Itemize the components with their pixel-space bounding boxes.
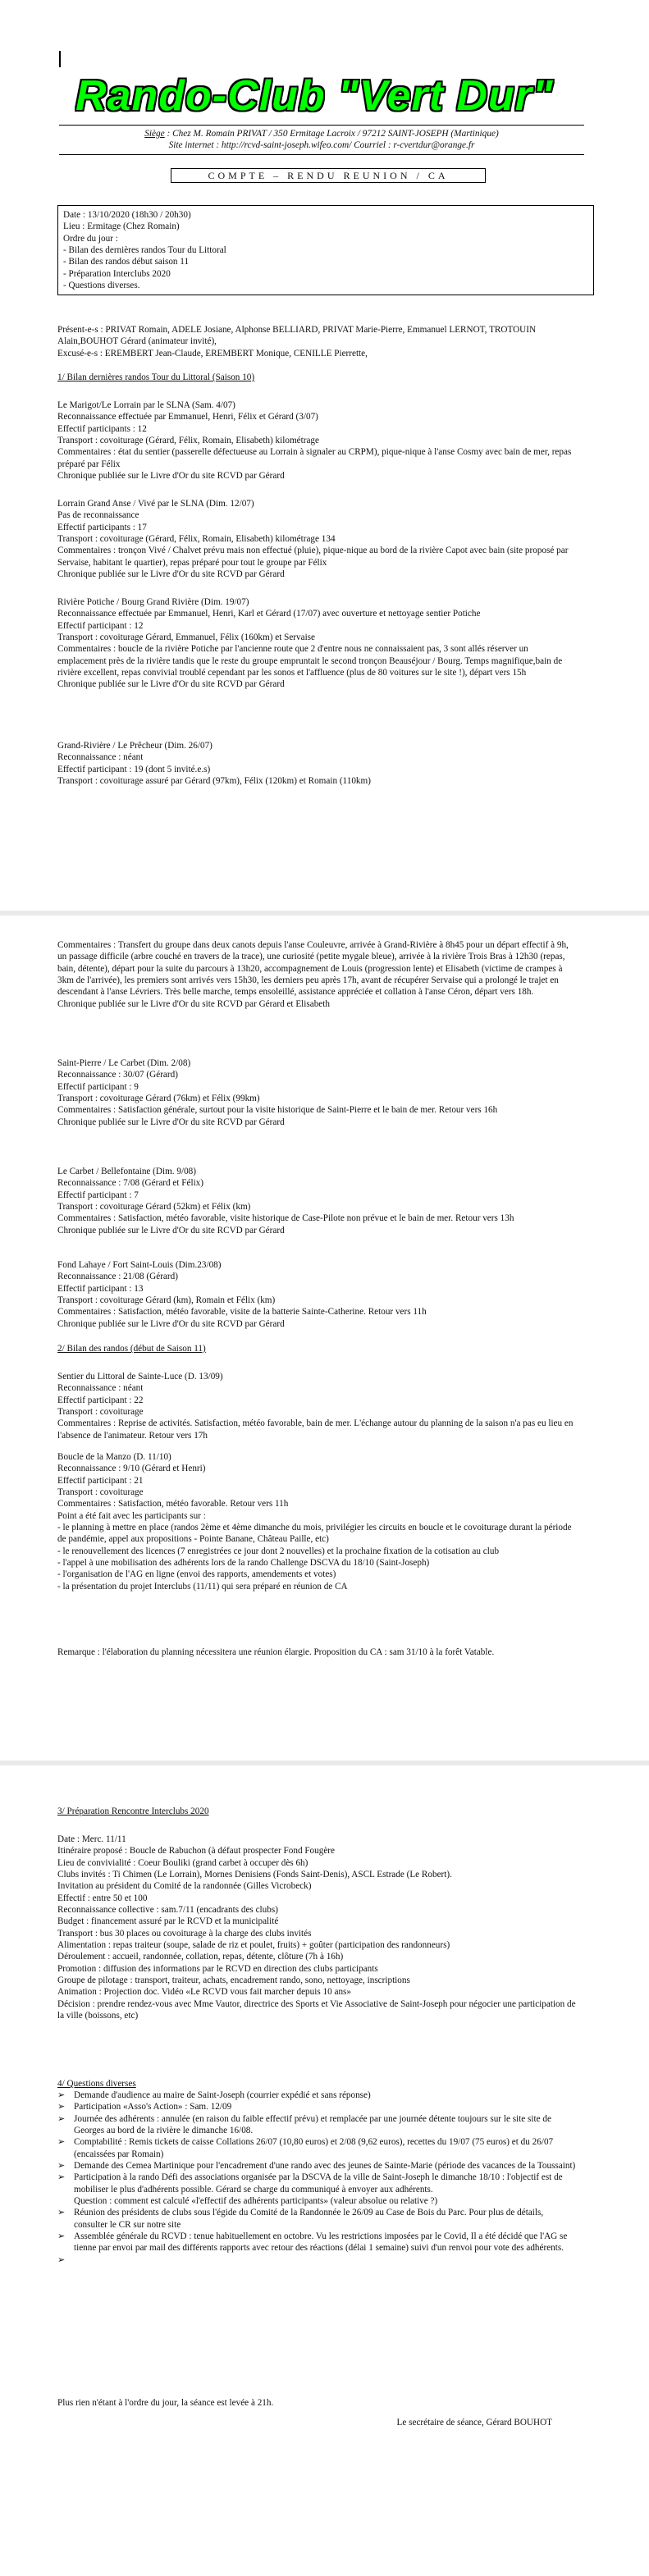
rando-sainte-luce: Sentier du Littoral de Sainte-Luce (D. 13/09) Reconnaissance : néant Effectif participant : 22 Transport : covoiturage Commentaires : Reprise de activités. Satisfaction, météo favorable, bain de mer. L'échange autour du planning de la saison n'a pas eu lieu en l'absence de l'animateur. Retour vers 17h: [57, 1372, 574, 1441]
page-3: [0, 1765, 649, 2576]
arrow-bullet-icon: ➢: [57, 2137, 66, 2148]
arrow-bullet-icon: ➢: [57, 2113, 66, 2124]
arrow-bullet-icon: ➢: [57, 2102, 66, 2112]
closing-line: Plus rien n'étant à l'ordre du jour, la séance est levée à 21h.: [57, 2398, 274, 2408]
arrow-bullet-icon: ➢: [57, 2254, 66, 2265]
remark: Remarque : l'élaboration du planning nécessitera une réunion élargie. Proposition du CA : sam 31/10 à la forêt Vatable.: [57, 1647, 495, 1657]
siege-value: : Chez M. Romain PRIVAT / 350 Ermitage Lacroix / 97212 SAINT-JOSEPH (Martinique): [164, 129, 499, 139]
rando-carbet: Le Carbet / Bellefontaine (Dim. 9/08) Reconnaissance : 7/08 (Gérard et Félix) Effectif participant : 7 Transport : covoiturage Gérard (52km) et Félix (km) Commentaires : Satisfaction, météo favorable, visite historique de Case-Pilote non prévue et le bain de mer. Retour vers 13h Chronique publiée sur le Livre d'Or du site RCVD par Gérard: [57, 1167, 514, 1235]
section-1-title: 1/ Bilan dernières randos Tour du Littoral (Saison 10): [57, 372, 255, 382]
list-item: ➢ Journée des adhérents : annulée (en raison du faible effectif prévu) et remplacée par une journée détente toujours sur le site site de Georges au bord de la rivière le dimanche 16/08.: [57, 2113, 551, 2135]
rando-fond-lahaye: Fond Lahaye / Fort Saint-Louis (Dim.23/08) Reconnaissance : 21/08 (Gérard) Effectif participant : 13 Transport : covoiturage Gérard (km), Romain et Félix (km) Commentaires : Satisfaction, météo favorable, visite de la batterie Sainte-Catherine. Retour vers 11h Chronique publiée sur le Livre d'Or du site RCVD par Gérard: [57, 1260, 427, 1329]
rando-lorrain: Lorrain Grand Anse / Vivé par le SLNA (Dim. 12/07) Pas de reconnaissance Effectif participants : 17 Transport : covoiturage (Gérard, Félix, Romain, Elisabeth) kilométrage 134 Commentaires : tronçon Vivé / Chalvet prévu mais non effectué (pluie), pique-nique au bord de la rivière Capot avec bain (site proposé par Servaise, habitant le quartier), repas préparé pour tout le groupe par Félix Chronique publiée sur le Livre d'Or du site RCVD par Gérard: [57, 499, 569, 579]
page-2: [0, 916, 649, 1761]
list-item: ➢ Assemblée générale du RCVD : tenue habituellement en octobre. Vu les restrictions imposées par le Covid, Il a été décidé que l'AG se tienne par envoi par mail des différents rapports avec retour des réactions (délai 1 semaine) suivi d'un renvoi pour vote des adhérents.: [57, 2231, 568, 2254]
siege-label: Siège: [144, 129, 165, 139]
site-line: Site internet : http://rcvd-saint-joseph.wifeo.com/ Courriel : r-cvertdur@orange.fr: [168, 140, 475, 151]
section-2-title: 2/ Bilan des randos (début de Saison 11): [57, 1344, 206, 1354]
arrow-bullet-icon: ➢: [57, 2160, 66, 2171]
address-block: [59, 125, 584, 155]
arrow-bullet-icon: ➢: [57, 2172, 66, 2183]
arrow-bullet-icon: ➢: [57, 2231, 66, 2241]
doc-title: COMPTE – RENDU REUNION / CA: [171, 168, 486, 183]
rando-marigot: Le Marigot/Le Lorrain par le SLNA (Sam. 4/07) Reconnaissance effectuée par Emmanuel, Henri, Félix et Gérard (3/07) Effectif participants : 12 Transport : covoiturage (Gérard, Félix, Romain, Elisabeth) kilométrage Commentaires : état du sentier (passerelle défectueuse au Lorrain à signaler au CRPM), pique-nique à l'anse Cosmy avec bain de mer, repas préparé par Félix Chronique publiée sur le Livre d'Or du site RCVD par Gérard: [57, 400, 572, 481]
arrow-bullet-icon: ➢: [57, 2208, 66, 2218]
attendance: Présent-e-s : PRIVAT Romain, ADELE Josiane, Alphonse BELLIARD, PRIVAT Marie-Pierre, Emmanuel LERNOT, TROTOUIN Alain,BOUHOT Gérard (animateur invité), Excusé-e-s : EREMBERT Jean-Claude, EREMBERT Monique, CENILLE Pierrette,: [57, 325, 537, 359]
meeting-info-box: Date : 13/10/2020 (18h30 / 20h30) Lieu : Ermitage (Chez Romain) Ordre du jour : - Bilan des dernières randos Tour du Littoral - Bilan des randos début saison 11 - Préparation Interclubs 2020 - Questions diverses.: [57, 205, 594, 295]
rando-manzo: Boucle de la Manzo (D. 11/10) Reconnaissance : 9/10 (Gérard et Henri) Effectif participant : 21 Transport : covoiturage Commentaires : Satisfaction, météo favorable. Retour vers 11h Point a été fait avec les participants sur : - le planning à mettre en place (randos 2ème et 4ème dimanche du mois, privilégier les circuits en boucle et le covoiturage durant la période de pandémie, appel aux propositions - Pointe Banane, Château Paille, etc) - le renouvellement des licences (7 enregistrées ce jour dont 2 nouvelles) et la prochaine fixation de la cotisation au club - l'appel à une mobilisation des adhérents lors de la rando Challenge DSCVA du 18/10 (Saint-Joseph) - l'organisation de l'AG en ligne (envoi des rapports, amendements et votes) - la présentation du projet Interclubs (11/11) qui sera préparé en réunion de CA: [57, 1452, 572, 1592]
section-4-title: 4/ Questions diverses: [57, 2079, 136, 2089]
rando-grand-riviere: Grand-Rivière / Le Prêcheur (Dim. 26/07) Reconnaissance : néant Effectif participant : 19 (dont 5 invité.e.s) Transport : covoiturage assuré par Gérard (97km), Félix (120km) et Romain (110km): [57, 741, 371, 786]
rando-saint-pierre: Saint-Pierre / Le Carbet (Dim. 2/08) Reconnaissance : 30/07 (Gérard) Effectif participant : 9 Transport : covoiturage Gérard (76km) et Félix (99km) Commentaires : Satisfaction générale, surtout pour la visite historique de Saint-Pierre et le bain de mer. Retour vers 16h Chronique publiée sur le Livre d'Or du site RCVD par Gérard: [57, 1058, 498, 1127]
signature: Le secrétaire de séance, Gérard BOUHOT: [396, 2418, 552, 2428]
list-item: ➢ Demande des Cemea Martinique pour l'encadrement d'une rando avec des jeunes de Sainte-Marie (période des vacances de la Toussaint): [57, 2160, 576, 2171]
interclubs-details: Date : Merc. 11/11 Itinéraire proposé : Boucle de Rabuchon (à défaut prospecter Fond Fougère Lieu de convivialité : Coeur Bouliki (grand carbet à occuper dès 6h) Clubs invités : Ti Chimen (Le Lorrain), Mornes Denisiens (Fonds Saint-Denis), ASCL Estrade (Le Robert). Invitation au président du Comité de la randonnée (Gilles Vicrobeck) Effectif : entre 50 et 100 Reconnaissance collective : sam.7/11 (encadrants des clubs) Budget : financement assuré par le RCVD et la municipalité Transport : bus 30 places ou covoiturage à la charge des clubs invités Alimentation : repas traiteur (soupe, salade de riz et poulet, fruits) + goûter (participation des randonneurs) Déroulement : accueil, randonnée, collation, repas, détente, clôture (7h à 16h) Promotion : diffusion des informations par le RCVD en direction des clubs participants Groupe de pilotage : transport, traiteur, achats, encadrement rando, sono, nettoyage, inscriptions Animation : Projection doc. Vidéo «Le RCVD vous fait marcher depuis 10 ans» Décision : prendre rendez-vous avec Mme Vautor, directrice des Sports et Vie Associative de Saint-Joseph pour négocier une participation de la ville (boissons, etc): [57, 1834, 576, 2021]
list-item: ➢ Demande d'audience au maire de Saint-Joseph (courrier expédié et sans réponse): [57, 2090, 371, 2100]
club-title: Rando-Club "Vert Dur": [75, 72, 554, 120]
rando-potiche: Rivière Potiche / Bourg Grand Rivière (Dim. 19/07) Reconnaissance effectuée par Emmanuel, Henri, Karl et Gérard (17/07) avec ouverture et nettoyage sentier Potiche Effectif participant : 12 Transport : covoiturage Gérard, Emmanuel, Félix (160km) et Servaise Commentaires : boucle de la rivière Potiche par l'ancienne route que 2 d'entre nous ne connaissaient pas, 3 sont allés réserver un emplacement près de la rivière tandis que le reste du groupe empruntait le second tronçon Beauséjour / Bourg. Temps magnifique,bain de rivière excellent, repas convivial troublé cependant par les sonos et l'affluence (plus de 80 voitures sur le site !), départ vers 15h Chronique publiée sur le Livre d'Or du site RCVD par Gérard: [57, 597, 563, 690]
list-item: ➢ Participation «Asso's Action» : Sam. 12/09: [57, 2102, 232, 2112]
list-item: ➢ Réunion des présidents de clubs sous l'égide du Comité de la Randonnée le 26/09 au Case de Bois du Parc. Pour plus de détails, consulter le CR sur notre site: [57, 2208, 544, 2230]
arrow-bullet-icon: ➢: [57, 2090, 66, 2100]
list-item: [57, 2254, 577, 2266]
list-item: ➢ Participation à la rando Défi des associations organisée par la DSCVA de la ville de Saint-Joseph le dimanche 18/10 : l'objectif est de mobiliser le plus d'adhérents possible. Gérard se charge du communiqué à envoyer aux adhérents. Question : comment est calculé «l'effectif des adhérents participants» (valeur absolue ou relative ?): [57, 2172, 563, 2206]
rando-grand-riviere-comments: Commentaires : Transfert du groupe dans deux canots depuis l'anse Couleuvre, arrivée à Grand-Rivière à 8h45 pour un départ effectif à 9h, un passage difficile (arbre couché en travers de la trace), une curiosité (petite mygale bleue), arrivée à la rivière Trois Bras à 12h30 (repas, bain, détente), départ pour la suite du parcours à 13h20, accompagnement de Louis (progression lente) et Elisabeth (victime de crampes à 3km de l'arrivée), les premiers sont arrivés vers 15h30, les derniers peu après 17h, avant de récupérer Servaise qui a prolongé le trajet en descendant à l'anse Lévriers. Très belle marche, temps ensoleillé, assistance appréciée et collation à l'anse Céron, départ vers 18h. Chronique publiée sur le Livre d'Or du site RCVD par Gérard et Elisabeth: [57, 940, 569, 1009]
list-item: ➢ Comptabilité : Remis tickets de caisse Collations 26/07 (10,80 euros) et 2/08 (9,62 euros), recettes du 19/07 (75 euros) et du 26/07 (encaissées par Romain): [57, 2137, 554, 2159]
text-cursor: [59, 51, 61, 67]
siege-line: [59, 128, 584, 139]
questions-list: [57, 2090, 577, 2266]
section-3-title: 3/ Préparation Rencontre Interclubs 2020: [57, 1806, 209, 1816]
page-1: [0, 0, 649, 911]
